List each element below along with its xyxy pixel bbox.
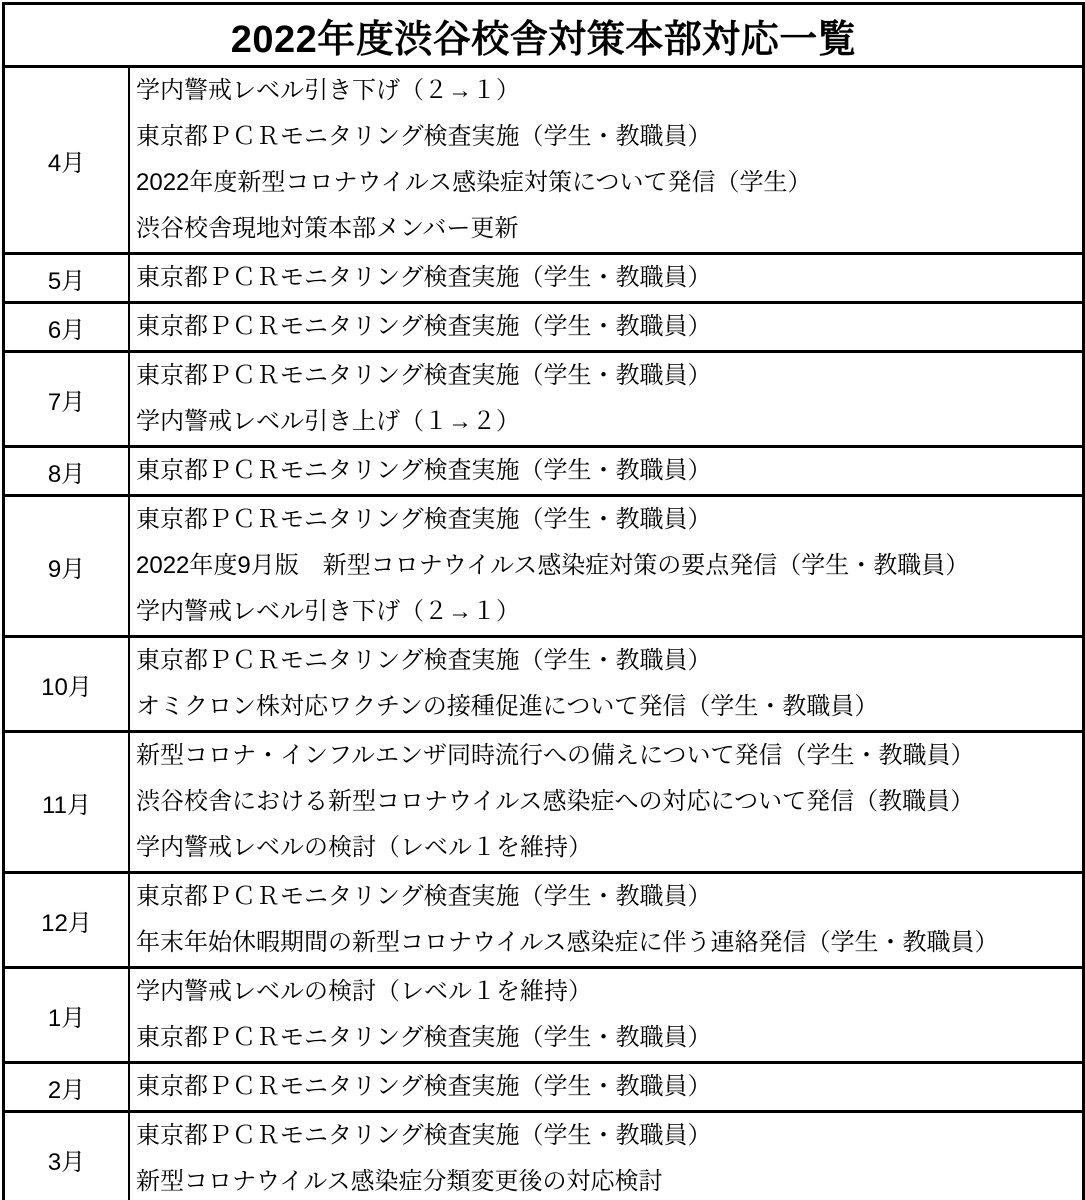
table-row (5, 68, 1082, 255)
item-text: 学内警戒レベル引き上げ（１→２） (136, 408, 520, 435)
item-text: 2022年度9月版 新型コロナウイルス感染症対策の要点発信（学生・教職員） (136, 552, 970, 579)
items-cell (130, 448, 1082, 494)
table-row (5, 497, 1082, 638)
items-cell (130, 874, 1082, 966)
item-text: 学内警戒レベルの検討（レベル１を維持） (136, 978, 592, 1005)
table-row (5, 1113, 1082, 1200)
item-text: 東京都ＰＣＲモニタリング検査実施（学生・教職員） (136, 647, 712, 674)
month-cell: 8月 (5, 448, 130, 494)
table-row (5, 969, 1082, 1064)
month-cell: 7月 (5, 353, 130, 445)
month-cell: 1月 (5, 969, 130, 1061)
month-cell: 2月 (5, 1064, 130, 1110)
items-cell (130, 1064, 1082, 1110)
items-cell (130, 497, 1082, 635)
item-text: 新型コロナウイルス感染症分類変更後の対応検討 (136, 1168, 663, 1195)
item-text: 年末年始休暇期間の新型コロナウイルス感染症に伴う連絡発信（学生・教職員） (136, 929, 999, 956)
item-text: 東京都ＰＣＲモニタリング検査実施（学生・教職員） (136, 1122, 712, 1149)
item-text: 渋谷校舎現地対策本部メンバー更新 (136, 215, 519, 242)
item-text: 新型コロナ・インフルエンザ同時流行への備えについて発信（学生・教職員） (136, 742, 975, 769)
item-text: 渋谷校舎における新型コロナウイルス感染症への対応について発信（教職員） (136, 788, 975, 815)
items-cell (130, 638, 1082, 730)
items-cell (130, 68, 1082, 252)
item-text: オミクロン株対応ワクチンの接種促進について発信（学生・教職員） (136, 693, 879, 720)
page-title: 2022年度渋谷校舎対策本部対応一覧 (5, 5, 1082, 68)
table-row (5, 1064, 1082, 1113)
month-cell: 10月 (5, 638, 130, 730)
item-text: 東京都ＰＣＲモニタリング検査実施（学生・教職員） (136, 1073, 712, 1100)
items-cell (130, 353, 1082, 445)
month-cell: 3月 (5, 1113, 130, 1200)
item-text: 東京都ＰＣＲモニタリング検査実施（学生・教職員） (136, 123, 712, 150)
month-cell: 5月 (5, 255, 130, 301)
items-cell (130, 733, 1082, 871)
month-cell: 6月 (5, 304, 130, 350)
item-text: 東京都ＰＣＲモニタリング検査実施（学生・教職員） (136, 264, 712, 291)
item-text: 学内警戒レベルの検討（レベル１を維持） (136, 834, 592, 861)
item-text: 東京都ＰＣＲモニタリング検査実施（学生・教職員） (136, 1024, 712, 1051)
response-table (2, 2, 1085, 1200)
items-cell (130, 1113, 1082, 1200)
table-row (5, 448, 1082, 497)
items-cell (130, 969, 1082, 1061)
table-row (5, 353, 1082, 448)
month-cell: 9月 (5, 497, 130, 635)
table-row (5, 874, 1082, 969)
item-text: 東京都ＰＣＲモニタリング検査実施（学生・教職員） (136, 313, 712, 340)
item-text: 東京都ＰＣＲモニタリング検査実施（学生・教職員） (136, 362, 712, 389)
table-row (5, 638, 1082, 733)
item-text: 学内警戒レベル引き下げ（２→１） (136, 598, 520, 625)
item-text: 東京都ＰＣＲモニタリング検査実施（学生・教職員） (136, 883, 712, 910)
table-body (5, 68, 1082, 1200)
item-text: 東京都ＰＣＲモニタリング検査実施（学生・教職員） (136, 457, 712, 484)
month-cell: 4月 (5, 68, 130, 252)
month-cell: 12月 (5, 874, 130, 966)
table-row (5, 255, 1082, 304)
month-cell: 11月 (5, 733, 130, 871)
item-text: 2022年度新型コロナウイルス感染症対策について発信（学生） (136, 169, 812, 196)
table-row (5, 733, 1082, 874)
items-cell (130, 255, 1082, 301)
items-cell (130, 304, 1082, 350)
table-row (5, 304, 1082, 353)
item-text: 学内警戒レベル引き下げ（２→１） (136, 77, 520, 104)
item-text: 東京都ＰＣＲモニタリング検査実施（学生・教職員） (136, 506, 712, 533)
